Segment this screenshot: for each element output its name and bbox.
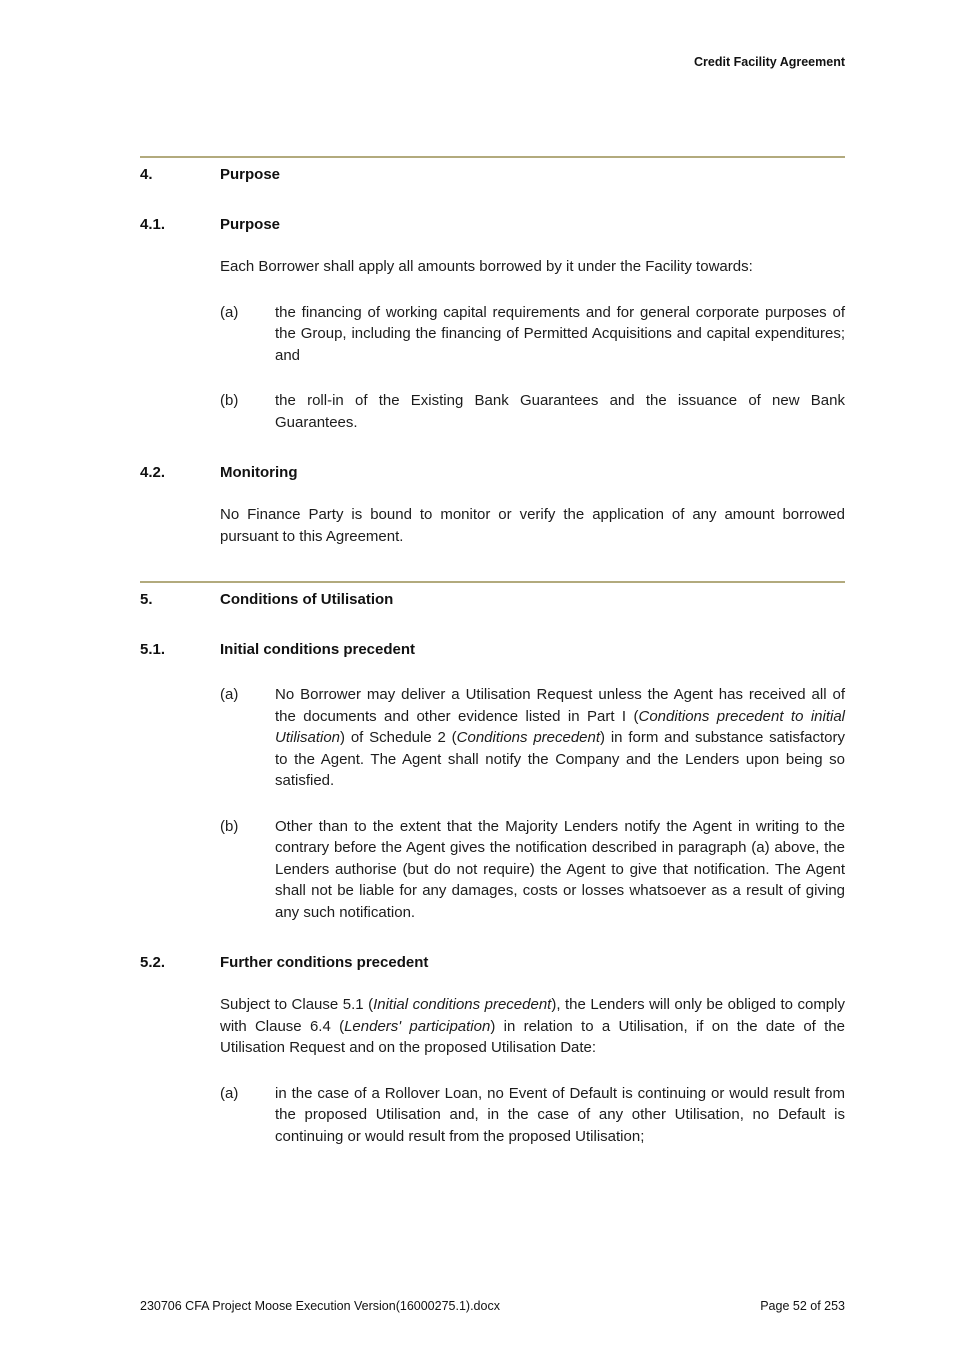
header-title: Credit Facility Agreement [694,55,845,69]
subsection-title: Further conditions precedent [220,954,429,971]
footer-filename: 230706 CFA Project Moose Execution Version(16000275.1).docx [140,1299,500,1313]
subsection-heading-5-2 [140,953,845,973]
page-footer [140,1299,845,1313]
section-number: 5. [140,591,153,608]
subsection-heading-4-2 [140,463,845,483]
subsection-title: Purpose [220,216,281,233]
item-text: No Borrower may deliver a Utilisation Request unless the Agent has received all of the documents and other evidence listed in Part I (Conditions precedent to initial Utilisation) of Schedule 2 (Conditions precedent) in form and substance satisfactory to the Agent. The Agent shall notify the Company and the Lenders upon being so satisfied. [275,686,845,789]
item-text: the roll-in of the Existing Bank Guarantees and the issuance of new Bank Guarantees. [275,392,845,431]
list-item [220,816,845,924]
item-label: (a) [220,686,239,703]
paragraph: Each Borrower shall apply all amounts borrowed by it under the Facility towards: [220,258,753,275]
section-heading-4 [140,165,845,185]
item-text: in the case of a Rollover Loan, no Event of Default is continuing or would result from the proposed Utilisation and, in the case of any other Utilisation, no Default is continuing or would result from the proposed Utilisation; [275,1084,845,1145]
page-header [694,55,845,69]
paragraph: Subject to Clause 5.1 (Initial conditions precedent), the Lenders will only be obliged to comply with Clause 6.4 (Lenders' participation) in relation to a Utilisation, if on the date of the Utilisation Request and on the proposed Utilisation Date: [220,996,845,1056]
section-title: Purpose [220,166,281,183]
section-heading-5 [140,590,845,610]
subsection-title: Initial conditions precedent [220,641,416,658]
item-label: (b) [220,817,239,835]
subsection-number: 5.1. [140,641,166,658]
subsection-number: 4.2. [140,464,166,481]
item-label: (a) [220,1084,239,1102]
item-text: Other than to the extent that the Majority Lenders notify the Agent in writing to the contrary before the Agent gives the notification described in paragraph (a) above, the Lenders authorise (but do not require) the Agent to give that notification. The Agent shall not be liable for any damages, costs or losses whatsoever as a result of giving any such notification. [275,817,845,921]
subsection-title: Monitoring [220,464,298,481]
item-label: (b) [220,392,239,409]
list-item [220,684,845,792]
section-number: 4. [140,166,153,183]
list-item [220,1083,845,1148]
subsection-body-5-2 [220,994,845,1147]
section-divider [140,581,845,583]
subsection-body-4-1 [220,256,845,433]
section-divider [140,156,845,158]
subsection-number: 5.2. [140,954,166,971]
item-text: the financing of working capital requirements and for general corporate purposes of the Group, including the financing of Permitted Acquisitions and capital expenditures; and [275,303,845,364]
subsection-body-4-2 [220,504,845,547]
list-item [220,302,845,367]
footer-page-number: Page 52 of 253 [760,1299,845,1313]
section-title: Conditions of Utilisation [220,591,394,608]
subsection-body-5-1 [220,684,845,923]
subsection-heading-5-1 [140,640,845,660]
item-label: (a) [220,303,239,321]
subsection-heading-4-1 [140,215,845,235]
paragraph: No Finance Party is bound to monitor or verify the application of any amount borrowed pursuant to this Agreement. [220,506,845,545]
subsection-number: 4.1. [140,216,166,233]
list-item [220,390,845,433]
